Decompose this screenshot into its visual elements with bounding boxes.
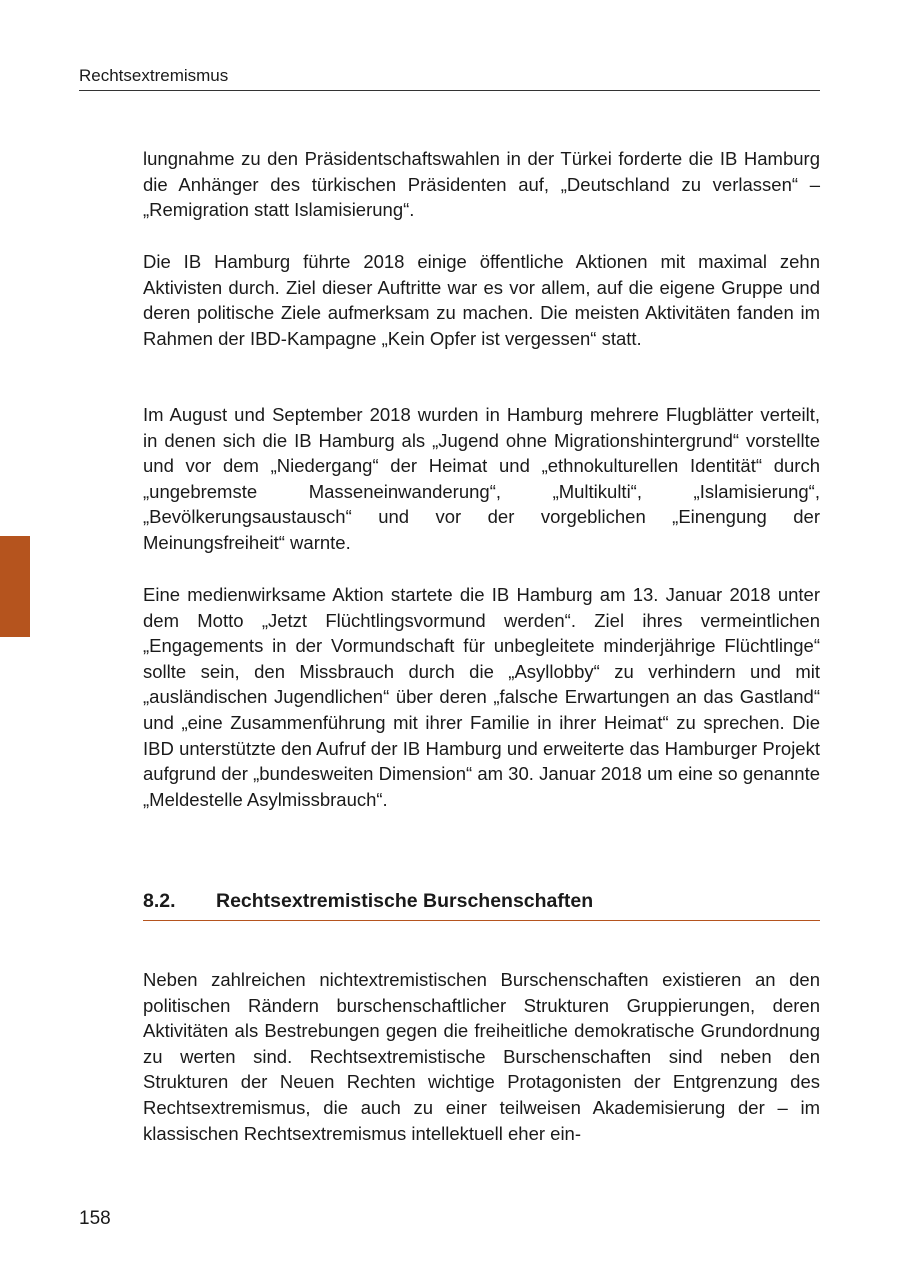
page-number: 158 [79, 1208, 111, 1229]
section-number: 8.2. [143, 890, 176, 912]
chapter-side-tab [0, 536, 30, 637]
body-paragraph-1: lungnahme zu den Präsidentschaftswahlen in der Türkei forderte die IB Hamburg die Anhänger des türkischen Präsidenten auf, „Deutschland zu verlassen“ – „Remigration statt Islamisierung“. [143, 148, 820, 221]
section-heading [143, 886, 820, 921]
section-paragraph-1: Neben zahlreichen nichtextremistischen Burschenschaften existieren an den politischen Rändern burschenschaftlicher Strukturen Gruppierungen, deren Aktivitäten als Bestrebungen gegen die freiheitliche demokratische Grundordnung zu werten sind. Rechtsextremistische Burschenschaften sind neben den Strukturen der Neuen Rechten wichtige Protagonisten der Entgrenzung des Rechtsextremismus, die auch zu einer teilweisen Akademisierung der – im klassischen Rechtsextremismus intellektuell eher ein- [143, 969, 820, 1144]
body-paragraph-2: Die IB Hamburg führte 2018 einige öffentliche Aktionen mit maximal zehn Aktivisten durch. Ziel dieser Auftritte war es vor allem, auf die eigene Gruppe und deren politische Ziele aufmerksam zu machen. Die meisten Aktivitäten fanden im Rahmen der IBD-Kampagne „Kein Opfer ist vergessen“ statt. [143, 251, 820, 349]
body-paragraph-4: Eine medienwirksame Aktion startete die IB Hamburg am 13. Januar 2018 unter dem Motto „Jetzt Flüchtlingsvormund werden“. Ziel ihres vermeintlichen „Engagements in der Vormundschaft für unbegleitete minderjährige Flüchtlinge“ sollte sein, den Missbrauch durch die „Asyllobby“ zu verhindern und mit „ausländischen Jugendlichen“ über deren „falsche Erwartungen an das Gastland“ und „eine Zusammenführung mit ihrer Familie in ihrer Heimat“ zu sprechen. Die IBD unterstützte den Aufruf der IB Hamburg und erweiterte das Hamburger Projekt aufgrund der „bundesweiten Dimension“ am 30. Januar 2018 um eine so genannte „Meldestelle Asylmissbrauch“. [143, 584, 820, 810]
running-header [79, 64, 820, 91]
body-paragraph-3: Im August und September 2018 wurden in Hamburg mehrere Flugblätter verteilt, in denen sich die IB Hamburg als „Jugend ohne Migrationshintergrund“ vorstellte und vor dem „Niedergang“ der Heimat und „ethnokulturellen Identität“ durch „ungebremste Masseneinwanderung“, „Multikulti“, „Islamisierung“, „Bevölkerungsaustausch“ und vor der vorgeblichen „Einengung der Meinungsfreiheit“ warnte. [143, 404, 820, 553]
running-title: Rechtsextremismus [79, 66, 229, 85]
section-title: Rechtsextremistische Burschenschaften [216, 890, 594, 912]
